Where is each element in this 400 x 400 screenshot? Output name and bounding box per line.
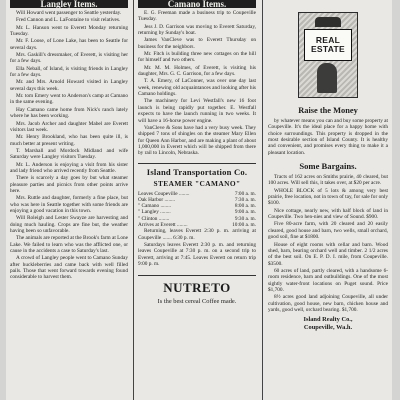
schedule-stop: Arrives at Everett ........: [138, 222, 188, 229]
news-item: The machinery for Levi Westfall's new 16 foot launch is being rapidly put together. E. Westfall expects to have the launch running in two weeks. It will have a 16-horse power engine.: [138, 98, 256, 124]
transportation-ad: [138, 163, 256, 268]
schedule-note: Returning, leaves Everett 2:30 p. m. arriving at Coupeville ....... 6:30 p. m.: [138, 228, 256, 241]
figure-body: [317, 63, 337, 93]
news-item: Will Howard went passenger to Seattle yesterday.: [16, 10, 122, 16]
top-gap: [268, 0, 388, 6]
sign-label-estate: ESTATE: [310, 44, 346, 54]
column-header: Camano Items.: [138, 0, 256, 8]
schedule-table: [138, 191, 256, 229]
news-item: VanCleve & Sons have had a very busy week. They shipped 7 tons of shingles on the steamer Mary Ellen for Queen Ann Harbor, and are making a plant of about 1,000,000 in Everett which will be shipped from there by rail to Lincoln, Nebraska.: [138, 124, 256, 157]
schedule-stop: Oak Harbor ........: [138, 196, 176, 203]
ad-intro: by whatever means you can and buy some property at Coupeville. It's the ideal place for a happy home with choice surroundings. This property is dropped in the most desirable section of Island County. It is healthy and convenient, and promises every thing to make it a pleasant location.: [268, 118, 388, 156]
bargain-item: Nice cottage, nearly new, with half block of land in Coupeville. Two hen-nies and view of Sound. $900.: [268, 207, 388, 221]
newspaper-page: [6, 0, 392, 400]
schedule-stop: " Langley ........: [138, 209, 171, 216]
news-item: James VanCleve was to Everett Thursday on business for the neighbors.: [138, 37, 256, 50]
langley-items-column: [10, 0, 128, 282]
news-item: Mrs. Gaskill's dressmaker, of Everett, is visiting her for a few days.: [10, 52, 128, 65]
schedule-time: 7:30 a. m.: [234, 196, 256, 203]
schedule-notes: [138, 228, 256, 267]
nutreto-ad-title: NUTRETO: [138, 275, 256, 296]
news-item: Mrs. Ruttle and daughter, formerly a fine place, but who was here in Seattle together with some friends are enjoying a good vacation in this town.: [10, 195, 128, 214]
bargain-item: House of eight rooms with cellar and barn. Wood shed, barn, bearing orchard well and timber. 2 1/2 acres of the best soil. On E. P. D. I. mile, from Coupeville. $3500.: [268, 241, 388, 267]
news-item: Mrs. Jacob Archer and daughter Mabel are Everett visitors last week.: [10, 120, 128, 133]
schedule-stop: " Camano ........: [138, 203, 172, 210]
news-item: A crowd of Langley people went to Camano Sunday after huckleberries and came back with well filled pails. Those that went forward towards evening found considerable to harvest them.: [10, 255, 128, 281]
news-item: Fred Cannon and L. LaFontaine to visit relatives.: [16, 17, 121, 24]
bargain-item: Five 80-acre farm, with 20 cleared and 20 easily cleared, good house and barn, two wells, small orchard, good soil, fine at $1800.: [268, 221, 388, 241]
ad-title: Island Transportation Co.: [146, 166, 248, 177]
bargain-item: 8½ acres good land adjoining Coupeville, all under cultivation, good house, new barn, chicken house and yards, good well, orchard bearing. $1,700.: [268, 294, 388, 313]
figure-hat: [315, 17, 341, 27]
schedule-time: 8:00 a. m.: [234, 203, 256, 210]
real-estate-sign: [304, 29, 352, 61]
company-town: Coupeville, Wa.h.: [303, 324, 353, 332]
bargains-heading: Some Bargains.: [299, 161, 357, 172]
column-rule: [133, 0, 134, 400]
nutreto-ad-subtitle: Is the best cereal Coffee made.: [157, 298, 237, 306]
column-header: Langley Items.: [10, 0, 128, 8]
news-item: Mr. L. Hanson went to Everett Monday returning Tuesday.: [10, 24, 128, 38]
ad-steamer: STEAMER "CAMANO": [153, 178, 241, 188]
news-item: Ella Neball, of Island, is visiting friends in Langley for a few days.: [10, 65, 128, 79]
schedule-stop: " Clinton ........: [138, 215, 170, 222]
bargain-list: [268, 174, 388, 313]
company-signature: [268, 316, 388, 332]
schedule-time: 10:00 a. m.: [232, 222, 256, 229]
schedule-note: Saturdays leaves Everett 2:30 p. m. and returning leaves Coupeville at 7:30 p. m. on a second trip to Everett, arriving at 7:45. Leaves Everett on return trip 9:00 p. m.: [138, 242, 256, 268]
news-item: Hay Camano came home from Nick's ranch lately where he has been working.: [10, 106, 128, 120]
camano-items-column: [138, 0, 256, 305]
news-item: Mr. F. Loose, of Lone Lake, has been to Seattle for several days.: [10, 38, 128, 51]
news-item: E. G. Freeman made a business trip to Coupeville Tuesday.: [138, 10, 256, 23]
news-item: Mr. tom Emery went to Anderson's camp at Camano in the same evening.: [10, 93, 128, 106]
news-item: Mr. L. Anderson is enjoying a visit from his sister and lady friend who arrived recently from Seattle.: [10, 161, 128, 174]
bargain-item: WHOLE BLOCK of 5 lots & among very best prairie, free location, not in town of tay, for sale for only $100.: [268, 187, 388, 207]
news-item: T. Marshall and Mordock Midland and wife Saturday were Langley visitors Tuesday.: [10, 147, 128, 161]
schedule-time: 7:00 a. m.: [234, 190, 256, 197]
real-estate-illustration: [298, 12, 358, 98]
sign-label-real: REAL: [315, 35, 341, 45]
ad-heading: Raise the Money: [298, 106, 358, 115]
schedule-time: 9:30 a. m.: [234, 215, 256, 222]
news-item: T. A. Emery, of LaConner, was over one day last week, renewing old acquaintances and looking after his Camano holdings.: [138, 78, 256, 98]
news-item: There is scarcely a day goes by but what steamer pleasure parties and picnics from other points arrive here.: [10, 175, 128, 194]
article-body: [138, 10, 256, 157]
news-item: The animals are reported at the Brook's farm at Lone Lake. We failed to learn who was the afflicted one, or cause in the accidents a case to Saturday's last.: [10, 235, 128, 255]
news-item: Will Roleigh and Lester Swayze are harvesting and doing much hauling. Crops are fine but, the weather having been so unfavorable.: [10, 215, 128, 234]
real-estate-column: [268, 0, 388, 332]
news-item: Mr. Henry Brookland, who has been quite ill, is much better at present writing.: [10, 134, 128, 147]
news-item: Mr. and Mrs. Arnold Howard visited in Langley several days this week.: [10, 79, 128, 92]
schedule-time: 9:00 a. m.: [234, 209, 256, 216]
article-body: [10, 10, 128, 281]
news-item: Jess J. D. Garrison was moving to Everett Saturday, returning by Sunday's boat.: [138, 23, 256, 37]
news-item: Mr. Fitch is building three new cottages on the hill for himself and two others.: [138, 51, 256, 64]
column-rule: [262, 0, 263, 400]
bargain-item: Tracts of 162 acres on Smiths prairie, 40 cleared, but 100 acres. Will sell this, it takes over, at $20 per acre.: [268, 174, 388, 187]
company-name: Island Realty Co.,: [303, 316, 353, 324]
bargain-item: 60 acres of land, partly cleared, with a handsome 6-room residence, barn and outbuildings. One of the most sightly water-front locations on Puget sound. Price $1,700.: [268, 267, 388, 293]
schedule-stop: Leaves Coupeville ........: [138, 190, 190, 197]
news-item: Mr. M. M. Holmes, of Everett, is visiting his daughter, Mrs. G. C. Garrison, for a few days.: [138, 64, 256, 78]
